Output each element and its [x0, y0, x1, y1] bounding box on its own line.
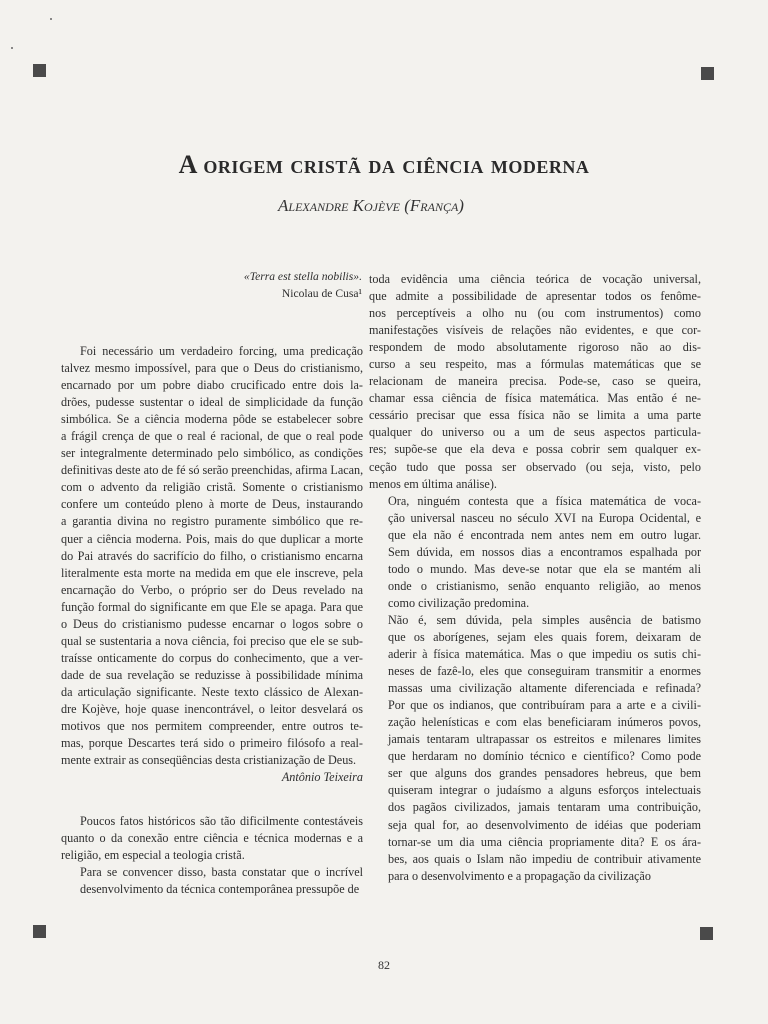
- text-line: como civilização predomina.: [388, 595, 530, 610]
- text-line: manifestações visíveis de relações não evidentes, e que cor-: [369, 323, 701, 338]
- text-line: quanto o da conexão entre ciência e técnica modernas e a: [61, 831, 363, 846]
- text-line: nos perceptíveis a olho nu (ou com instrumentos) como: [369, 306, 701, 321]
- text-line: literalmente esta morte na medida em que ele inscreve, pela: [61, 565, 363, 580]
- paragraph: [61, 813, 363, 864]
- text-line: quiseram integrar o judaísmo a alguns esforços intelectuais: [388, 783, 701, 798]
- text-line: encarnação do Verbo, o próprio ser do Deus revelado na: [61, 582, 363, 597]
- registration-mark-bottom-left: [33, 925, 46, 938]
- epigraph: [40, 268, 362, 302]
- text-line: relacionam de maneira precisa. Pode-se, caso se queira,: [369, 374, 701, 389]
- text-line: neses de fazê-lo, eles que conseguiram transmitir a enormes: [388, 664, 701, 679]
- text-line: ção universal nasceu no século XVI na Europa Ocidental, e: [388, 510, 701, 525]
- text-line: drões, pudesse sustentar o ideal de simplicidade da função: [61, 395, 363, 410]
- text-line: dos pagãos civilizados, jamais tentaram uma contribuição,: [388, 800, 701, 815]
- text-line: confere um conteúdo pleno à morte de Deus, instaurando: [61, 497, 363, 512]
- text-line: cessário precisar que essa física não se limita a uma parte: [369, 408, 701, 423]
- text-line: com o advento da religião cristã. Somente o cristianismo: [61, 480, 363, 495]
- right-column: [369, 271, 701, 885]
- scan-speck: [50, 18, 52, 20]
- text-line: aderir à física matemática. Mas o que impediu os sutis chi-: [388, 647, 701, 662]
- text-line: curso a seu respeito, mas a fórmulas matemáticas que se: [369, 357, 701, 372]
- text-line: religião, em especial a teologia cristã.: [61, 848, 245, 863]
- text-line: da articulação significante. Neste texto clássico de Alexan-: [61, 684, 363, 699]
- text-line: que herdaram no domínio técnico e científico? Como pode: [388, 749, 701, 764]
- text-line: a garantia divina no registro puramente simbólico que re-: [61, 514, 363, 529]
- text-line: o Deus do cristianismo pudesse encarnar o logos sobre o: [61, 616, 363, 631]
- text-line: Para se convencer disso, basta constatar que o incrível: [80, 865, 363, 880]
- intro-paragraph: [61, 343, 363, 769]
- text-line: bes, aos quais o Islam não impediu de contribuir ativamente: [388, 851, 701, 866]
- text-line: seja qual for, ao desenvolvimento de idéias que poderiam: [388, 817, 701, 832]
- text-line: chamar essa ciência de física matemática. Mas então é ne-: [369, 391, 701, 406]
- article-title: A origem cristã da ciência moderna: [178, 150, 590, 179]
- article-author: Alexandre Kojève (França): [278, 196, 464, 215]
- text-line: Por que os indianos, que contribuíram para a arte e a civili-: [388, 698, 701, 713]
- text-line: encarnado por um pobre diabo crucificado entre dois la-: [61, 378, 363, 393]
- epigraph-quote: «Terra est stella nobilis».: [243, 270, 362, 283]
- text-line: onde o cristianismo, senão enquanto religião, ao menos: [388, 578, 701, 593]
- text-line: função formal do significante em que Ele se apaga. Para que: [61, 599, 363, 614]
- paragraph: [369, 612, 701, 885]
- text-line: do Pai através do sacrifício do filho, o cristianismo encarna: [61, 548, 363, 563]
- page-number: 82: [378, 958, 390, 972]
- paragraph: [61, 864, 363, 898]
- text-line: menos em última análise).: [369, 476, 497, 491]
- intro-signature: Antônio Teixeira: [281, 770, 363, 785]
- text-line: que ela não é encontrada nem antes nem em outro lugar.: [388, 527, 701, 542]
- scan-speck: [11, 47, 13, 49]
- text-line: massas uma civilização altamente diferenciada e refinada?: [388, 681, 701, 696]
- text-line: definitivas deste ato de fé só serão preenchidas, afirma Lacan,: [61, 463, 364, 478]
- text-line: Não é, sem dúvida, pela simples ausência de batismo: [388, 612, 701, 627]
- text-line: Poucos fatos históricos são tão dificilmente contestáveis: [80, 814, 363, 829]
- text-line: Ora, ninguém contesta que a física matemática de voca-: [388, 493, 701, 508]
- text-line: que admite a possibilidade de apresentar todos os fenôme-: [369, 289, 701, 304]
- text-line: simbólica. Se a ciência moderna pôde se estabelecer sobre: [61, 412, 363, 427]
- paragraph: [369, 493, 701, 612]
- paragraph: [369, 271, 701, 493]
- text-line: qual se sustentaria a nova ciência, foi preciso que ele se sub-: [61, 633, 363, 648]
- text-line: respondem de modo absolutamente rigoroso não ao dis-: [369, 340, 701, 355]
- text-line: traísse onticamente do corpus do conhecimento, que a ver-: [61, 650, 363, 665]
- text-line: qualquer do universo ou a um de seus aspectos particula-: [369, 425, 701, 440]
- text-line: res; supõe-se que ela deva e possa cobrir sem qualquer ex-: [369, 442, 701, 457]
- text-line: talvez mesmo impossível, para que o Deus do cristianismo,: [61, 361, 363, 376]
- text-line: para o desenvolvimento e a propagação da civilização: [388, 868, 651, 883]
- left-column: [61, 343, 363, 898]
- text-line: a frágil crença de que o real é racional, de que o real pode: [61, 429, 363, 444]
- text-line: jamais tentaram ultrapassar os estreitos e milenares limites: [388, 732, 701, 747]
- paragraph: [61, 343, 363, 769]
- text-line: zação helenísticas e com elas beneficiaram inúmeros povos,: [388, 715, 701, 730]
- text-line: ceção tudo que possa ser observado (ou seja, visto, pelo: [369, 459, 701, 474]
- text-line: toda evidência uma ciência teórica de vocação universal,: [369, 272, 701, 286]
- text-line: que os aborígenes, sejam eles quais forem, deixaram de: [388, 629, 701, 644]
- body-left-text: [61, 813, 363, 898]
- text-line: dade de sua revelação se reduzisse à possibilidade mínima: [61, 667, 363, 682]
- text-line: Sem dúvida, em nossos dias a encontramos espalhada por: [388, 544, 701, 559]
- text-line: tornar-se um dia uma ciência propriamente dita? E os ára-: [388, 834, 701, 849]
- text-line: Foi necessário um verdadeiro forcing, uma predicação: [80, 344, 363, 358]
- epigraph-source: Nicolau de Cusa¹: [281, 287, 362, 301]
- registration-mark-top-left: [33, 64, 46, 77]
- text-line: mas, porque Descartes terá sido o primeiro filósofo a real-: [61, 736, 363, 751]
- text-line: todo o mundo. Mas deve-se notar que ela se mantém ali: [388, 561, 701, 576]
- registration-mark-bottom-right: [700, 927, 713, 940]
- body-right-text: [369, 271, 701, 885]
- registration-mark-top-right: [701, 67, 714, 80]
- text-line: desenvolvimento da técnica contemporânea pressupõe de: [80, 882, 360, 897]
- text-line: motivos que nos permitem compreender, entre outros te-: [61, 719, 363, 734]
- text-line: ser integralmente determinado pelo simbólico, as condições: [61, 446, 363, 461]
- text-line: mente extrair as conseqüências desta cristianização de Deus.: [61, 753, 357, 768]
- text-line: dre Kojève, hoje quase inencontrável, o leitor desvelará os: [61, 701, 363, 716]
- text-line: quer a ciência moderna. Pois, mais do que duplicar a morte: [61, 531, 363, 546]
- text-line: ser que alguns dos grandes pensadores hebreus, que bem: [388, 766, 701, 781]
